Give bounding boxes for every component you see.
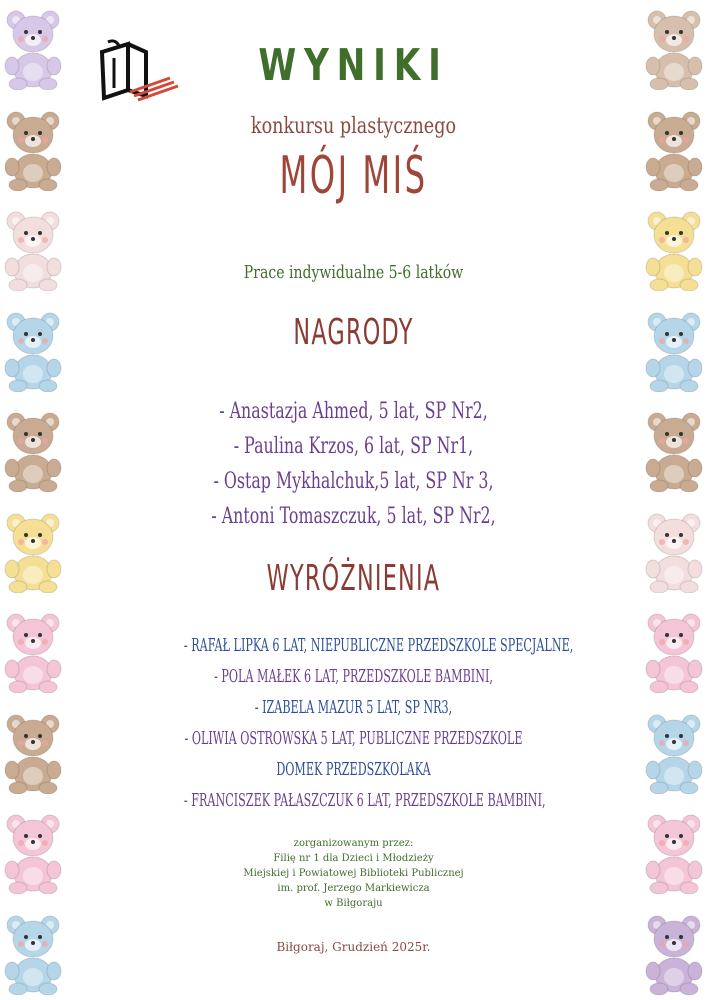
results-title: WYNIKI xyxy=(258,40,449,91)
teddy-bear-icon xyxy=(2,205,64,291)
date-line: Biłgoraj, Grudzień 2025r. xyxy=(276,940,431,954)
teddy-bear-icon xyxy=(643,909,705,995)
teddy-bear-icon xyxy=(643,205,705,291)
honor-winner: - RAFAŁ LIPKA 6 LAT, NIEPUBLICZNE PRZEDSZKOLE SPECJALNE, xyxy=(183,635,574,656)
prize-winner: - Anastazja Ahmed, 5 lat, SP Nr2, xyxy=(219,399,488,424)
right-bear-border xyxy=(641,0,707,1000)
organizer-block xyxy=(80,836,627,911)
teddy-bear-icon xyxy=(2,909,64,995)
organizer-line: Miejskiej i Powiatowej Biblioteki Publicznej xyxy=(243,868,464,879)
teddy-bear-icon xyxy=(2,306,64,392)
teddy-bear-icon xyxy=(2,507,64,593)
teddy-bear-icon xyxy=(2,406,64,492)
teddy-bear-icon xyxy=(2,708,64,794)
teddy-bear-icon xyxy=(643,708,705,794)
category-label: Prace indywidualne 5-6 latków xyxy=(243,262,464,283)
teddy-bear-icon xyxy=(2,607,64,693)
honor-winner: - FRANCISZEK PAŁASZCZUK 6 LAT, PRZEDSZKOLE BAMBINI, xyxy=(183,790,546,811)
teddy-bear-icon xyxy=(2,808,64,894)
prize-winner: - Ostap Mykhalchuk,5 lat, SP Nr 3, xyxy=(213,469,494,494)
teddy-bear-icon xyxy=(643,607,705,693)
prize-winner: - Antoni Tomaszczuk, 5 lat, SP Nr2, xyxy=(211,504,496,529)
honor-winner: - OLIWIA OSTROWSKA 5 LAT, PUBLICZNE PRZEDSZKOLE xyxy=(184,728,523,749)
honor-winner-continuation: DOMEK PRZEDSZKOLAKA xyxy=(276,759,431,780)
honor-winner: - POLA MAŁEK 6 LAT, PRZEDSZKOLE BAMBINI, xyxy=(214,666,493,687)
teddy-bear-icon xyxy=(2,105,64,191)
honors-list xyxy=(80,630,627,816)
prizes-list xyxy=(80,394,627,534)
honor-winner: - IZABELA MAZUR 5 LAT, SP NR3, xyxy=(254,697,453,718)
organizer-line: im. prof. Jerzego Markiewicza xyxy=(277,883,430,894)
prize-winner: - Paulina Krzos, 6 lat, SP Nr1, xyxy=(233,434,474,459)
teddy-bear-icon xyxy=(2,4,64,90)
contest-name: MÓJ MIŚ xyxy=(279,146,428,206)
honors-heading: WYRÓŻNIENIA xyxy=(266,558,441,599)
teddy-bear-icon xyxy=(643,105,705,191)
prizes-heading: NAGRODY xyxy=(293,312,414,353)
organizer-line: Filię nr 1 dla Dzieci i Młodzieży xyxy=(273,853,434,864)
organizer-line: w Biłgoraju xyxy=(324,898,383,909)
organizer-line: zorganizowanym przez: xyxy=(293,838,414,849)
teddy-bear-icon xyxy=(643,808,705,894)
teddy-bear-icon xyxy=(643,4,705,90)
contest-subtitle: konkursu plastycznego xyxy=(250,114,457,139)
teddy-bear-icon xyxy=(643,306,705,392)
teddy-bear-icon xyxy=(643,406,705,492)
teddy-bear-icon xyxy=(643,507,705,593)
left-bear-border xyxy=(0,0,66,1000)
